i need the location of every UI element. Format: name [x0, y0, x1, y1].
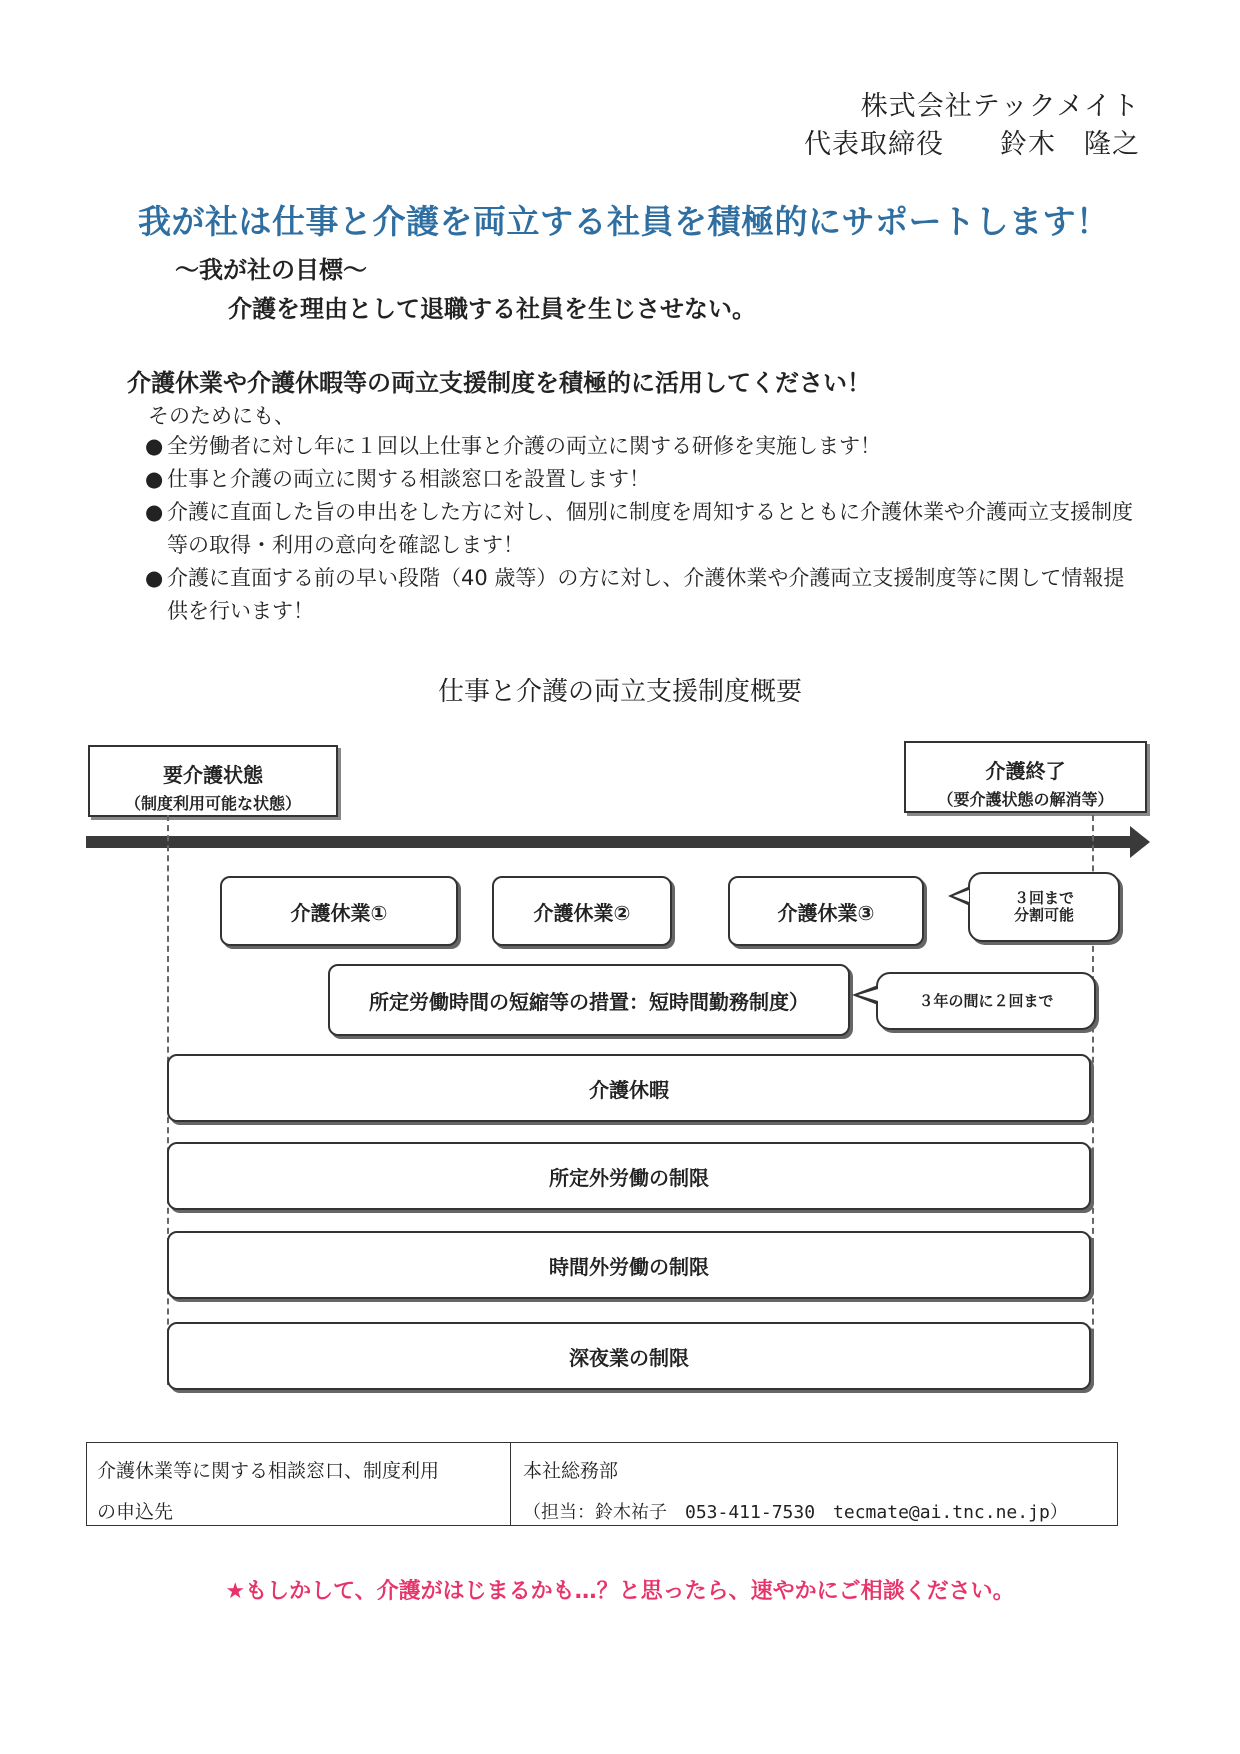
- care-end-subtitle: （要介護状態の解消等）: [937, 790, 1114, 809]
- representative-name: 代表取締役 鈴木 隆之: [804, 129, 1140, 160]
- short-time-callout: ３年の間に２回まで: [876, 972, 1096, 1030]
- care-holiday-band: 介護休暇: [167, 1054, 1091, 1122]
- contact-department: 本社総務部: [523, 1460, 619, 1482]
- bullet-icon: ●: [145, 500, 164, 524]
- care-end-box: [904, 741, 1147, 813]
- care-start-title: 要介護状態: [163, 763, 263, 787]
- night-work-limit-band: 深夜業の制限: [167, 1322, 1091, 1390]
- company-name: 株式会社テックメイト: [860, 91, 1140, 122]
- diagram-title: 仕事と介護の両立支援制度概要: [437, 677, 802, 707]
- arrow-head-icon: [1130, 826, 1150, 858]
- extra-hours-limit-band: 時間外労働の制限: [167, 1231, 1091, 1299]
- bullet-icon: ●: [145, 434, 164, 458]
- care-start-subtitle: （制度利用可能な状態）: [124, 794, 301, 813]
- contact-table: [86, 1442, 1118, 1526]
- contact-info-cell: [511, 1443, 1117, 1525]
- callout-pointer-fill: [953, 890, 969, 902]
- contact-detail: （担当：鈴木祐子 053-411-7530 tecmate@ai.tnc.ne.jp）: [523, 1502, 1068, 1523]
- bullet-icon: ●: [145, 566, 164, 590]
- list-item: ● 介護に直面する前の早い段階（40 歳等）の方に対し、介護休業や介護両立支援制度等に関して情報提供を行います！: [145, 562, 1135, 628]
- bullet-icon: ●: [145, 467, 164, 491]
- care-start-box: [88, 745, 338, 817]
- callout-pointer-fill: [858, 989, 878, 1001]
- request-heading: 介護休業や介護休暇等の両立支援制度を積極的に活用してください！: [127, 369, 871, 397]
- lead-text: そのためにも、: [148, 404, 295, 428]
- split-callout: ３回まで 分割可能: [968, 872, 1120, 942]
- care-end-title: 介護終了: [985, 759, 1066, 783]
- care-leave-2: 介護休業②: [492, 876, 672, 946]
- overtime-limit-band: 所定外労働の制限: [167, 1142, 1091, 1210]
- page-headline: 我が社は仕事と介護を両立する社員を積極的にサポートします！: [138, 202, 1110, 241]
- timeline-arrow: [86, 836, 1136, 848]
- list-item: ● 全労働者に対し年に１回以上仕事と介護の両立に関する研修を実施します！: [145, 430, 1135, 463]
- goal-title: ～我が社の目標～: [175, 256, 367, 284]
- care-leave-1: 介護休業①: [220, 876, 458, 946]
- contact-label-cell: 介護休業等に関する相談窓口、制度利用 の申込先: [87, 1443, 511, 1525]
- short-time-work-box: 所定労働時間の短縮等の措置：短時間勤務制度）: [328, 964, 850, 1036]
- goal-text: 介護を理由として退職する社員を生じさせない。: [228, 295, 756, 323]
- care-leave-3: 介護休業③: [728, 876, 924, 946]
- list-item: ● 仕事と介護の両立に関する相談窓口を設置します！: [145, 463, 1135, 496]
- commitment-list: [145, 430, 1135, 628]
- list-item: ● 介護に直面した旨の申出をした方に対し、個別に制度を周知するとともに介護休業や介護両立支援制度等の取得・利用の意向を確認します！: [145, 496, 1135, 562]
- footer-note: ★もしかして、介護がはじまるかも…？と思ったら、速やかにご相談ください。: [225, 1579, 1015, 1604]
